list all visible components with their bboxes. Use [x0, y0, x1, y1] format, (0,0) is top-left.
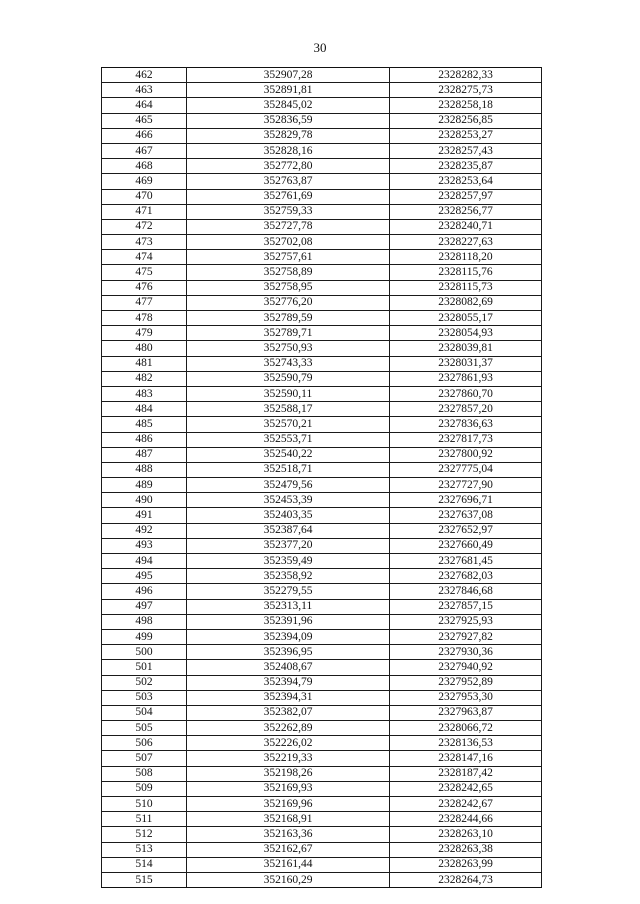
point-number-cell: 477: [102, 295, 187, 310]
y-coordinate-cell: 2327682,03: [390, 569, 542, 584]
y-coordinate-cell: 2328253,64: [390, 174, 542, 189]
table-row: [102, 356, 542, 371]
x-coordinate-cell: 352590,79: [187, 371, 390, 386]
y-coordinate-cell: 2328263,38: [390, 842, 542, 857]
x-coordinate-cell: 352570,21: [187, 417, 390, 432]
table-row: [102, 189, 542, 204]
point-number-cell: 466: [102, 128, 187, 143]
x-coordinate-cell: 352772,80: [187, 159, 390, 174]
y-coordinate-cell: 2328263,10: [390, 827, 542, 842]
point-number-cell: 476: [102, 280, 187, 295]
y-coordinate-cell: 2328242,65: [390, 781, 542, 796]
x-coordinate-cell: 352540,22: [187, 447, 390, 462]
x-coordinate-cell: 352479,56: [187, 478, 390, 493]
table-row: [102, 128, 542, 143]
table-row: [102, 599, 542, 614]
point-number-cell: 471: [102, 204, 187, 219]
point-number-cell: 489: [102, 478, 187, 493]
x-coordinate-cell: 352590,11: [187, 386, 390, 401]
point-number-cell: 464: [102, 98, 187, 113]
coordinates-table: [101, 67, 542, 888]
y-coordinate-cell: 2327860,70: [390, 386, 542, 401]
table-row: [102, 478, 542, 493]
y-coordinate-cell: 2328240,71: [390, 219, 542, 234]
x-coordinate-cell: 352313,11: [187, 599, 390, 614]
table-row: [102, 569, 542, 584]
table-row: [102, 554, 542, 569]
table-row: [102, 584, 542, 599]
x-coordinate-cell: 352279,55: [187, 584, 390, 599]
page-number: 30: [313, 40, 327, 55]
y-coordinate-cell: 2327953,30: [390, 690, 542, 705]
x-coordinate-cell: 352396,95: [187, 645, 390, 660]
point-number-cell: 478: [102, 311, 187, 326]
table-row: [102, 371, 542, 386]
y-coordinate-cell: 2327652,97: [390, 523, 542, 538]
table-row: [102, 736, 542, 751]
x-coordinate-cell: 352553,71: [187, 432, 390, 447]
point-number-cell: 501: [102, 660, 187, 675]
table-row: [102, 705, 542, 720]
point-number-cell: 514: [102, 857, 187, 872]
x-coordinate-cell: 352163,36: [187, 827, 390, 842]
point-number-cell: 465: [102, 113, 187, 128]
x-coordinate-cell: 352789,71: [187, 326, 390, 341]
x-coordinate-cell: 352761,69: [187, 189, 390, 204]
x-coordinate-cell: 352828,16: [187, 143, 390, 158]
table-row: [102, 417, 542, 432]
point-number-cell: 506: [102, 736, 187, 751]
x-coordinate-cell: 352588,17: [187, 402, 390, 417]
table-row: [102, 295, 542, 310]
table-row: [102, 493, 542, 508]
point-number-cell: 498: [102, 614, 187, 629]
point-number-cell: 503: [102, 690, 187, 705]
table-row: [102, 174, 542, 189]
point-number-cell: 468: [102, 159, 187, 174]
x-coordinate-cell: 352160,29: [187, 872, 390, 887]
x-coordinate-cell: 352358,92: [187, 569, 390, 584]
point-number-cell: 500: [102, 645, 187, 660]
point-number-cell: 469: [102, 174, 187, 189]
point-number-cell: 492: [102, 523, 187, 538]
x-coordinate-cell: 352702,08: [187, 235, 390, 250]
x-coordinate-cell: 352518,71: [187, 462, 390, 477]
x-coordinate-cell: 352758,95: [187, 280, 390, 295]
table-row: [102, 827, 542, 842]
point-number-cell: 487: [102, 447, 187, 462]
y-coordinate-cell: 2328054,93: [390, 326, 542, 341]
point-number-cell: 493: [102, 538, 187, 553]
table-row: [102, 857, 542, 872]
point-number-cell: 509: [102, 781, 187, 796]
table-row: [102, 311, 542, 326]
x-coordinate-cell: 352198,26: [187, 766, 390, 781]
x-coordinate-cell: 352408,67: [187, 660, 390, 675]
y-coordinate-cell: 2328264,73: [390, 872, 542, 887]
y-coordinate-cell: 2328082,69: [390, 295, 542, 310]
y-coordinate-cell: 2328115,73: [390, 280, 542, 295]
x-coordinate-cell: 352169,93: [187, 781, 390, 796]
y-coordinate-cell: 2327925,93: [390, 614, 542, 629]
y-coordinate-cell: 2328055,17: [390, 311, 542, 326]
y-coordinate-cell: 2328031,37: [390, 356, 542, 371]
x-coordinate-cell: 352394,09: [187, 629, 390, 644]
table-row: [102, 781, 542, 796]
y-coordinate-cell: 2327963,87: [390, 705, 542, 720]
y-coordinate-cell: 2328235,87: [390, 159, 542, 174]
x-coordinate-cell: 352750,93: [187, 341, 390, 356]
point-number-cell: 507: [102, 751, 187, 766]
point-number-cell: 479: [102, 326, 187, 341]
table-row: [102, 204, 542, 219]
table-row: [102, 462, 542, 477]
x-coordinate-cell: 352759,33: [187, 204, 390, 219]
y-coordinate-cell: 2327800,92: [390, 447, 542, 462]
point-number-cell: 484: [102, 402, 187, 417]
x-coordinate-cell: 352394,79: [187, 675, 390, 690]
x-coordinate-cell: 352162,67: [187, 842, 390, 857]
point-number-cell: 473: [102, 235, 187, 250]
y-coordinate-cell: 2327930,36: [390, 645, 542, 660]
point-number-cell: 481: [102, 356, 187, 371]
x-coordinate-cell: 352169,96: [187, 797, 390, 812]
table-row: [102, 280, 542, 295]
y-coordinate-cell: 2328118,20: [390, 250, 542, 265]
point-number-cell: 513: [102, 842, 187, 857]
y-coordinate-cell: 2328263,99: [390, 857, 542, 872]
point-number-cell: 482: [102, 371, 187, 386]
table-row: [102, 523, 542, 538]
table-row: [102, 812, 542, 827]
y-coordinate-cell: 2328242,67: [390, 797, 542, 812]
x-coordinate-cell: 352757,61: [187, 250, 390, 265]
point-number-cell: 494: [102, 554, 187, 569]
y-coordinate-cell: 2327660,49: [390, 538, 542, 553]
point-number-cell: 491: [102, 508, 187, 523]
y-coordinate-cell: 2327952,89: [390, 675, 542, 690]
point-number-cell: 462: [102, 68, 187, 83]
point-number-cell: 508: [102, 766, 187, 781]
y-coordinate-cell: 2327846,68: [390, 584, 542, 599]
point-number-cell: 475: [102, 265, 187, 280]
point-number-cell: 499: [102, 629, 187, 644]
y-coordinate-cell: 2328227,63: [390, 235, 542, 250]
y-coordinate-cell: 2327861,93: [390, 371, 542, 386]
x-coordinate-cell: 352776,20: [187, 295, 390, 310]
y-coordinate-cell: 2328066,72: [390, 721, 542, 736]
y-coordinate-cell: 2328039,81: [390, 341, 542, 356]
x-coordinate-cell: 352219,33: [187, 751, 390, 766]
table-row: [102, 83, 542, 98]
x-coordinate-cell: 352403,35: [187, 508, 390, 523]
table-row: [102, 660, 542, 675]
point-number-cell: 490: [102, 493, 187, 508]
table-row: [102, 766, 542, 781]
y-coordinate-cell: 2328136,53: [390, 736, 542, 751]
y-coordinate-cell: 2328187,42: [390, 766, 542, 781]
point-number-cell: 515: [102, 872, 187, 887]
table-row: [102, 842, 542, 857]
table-row: [102, 629, 542, 644]
x-coordinate-cell: 352836,59: [187, 113, 390, 128]
table-row: [102, 265, 542, 280]
point-number-cell: 480: [102, 341, 187, 356]
point-number-cell: 467: [102, 143, 187, 158]
x-coordinate-cell: 352359,49: [187, 554, 390, 569]
y-coordinate-cell: 2328253,27: [390, 128, 542, 143]
y-coordinate-cell: 2327727,90: [390, 478, 542, 493]
x-coordinate-cell: 352845,02: [187, 98, 390, 113]
table-row: [102, 751, 542, 766]
x-coordinate-cell: 352161,44: [187, 857, 390, 872]
y-coordinate-cell: 2327927,82: [390, 629, 542, 644]
point-number-cell: 463: [102, 83, 187, 98]
y-coordinate-cell: 2328257,43: [390, 143, 542, 158]
x-coordinate-cell: 352763,87: [187, 174, 390, 189]
x-coordinate-cell: 352789,59: [187, 311, 390, 326]
table-row: [102, 614, 542, 629]
y-coordinate-cell: 2328258,18: [390, 98, 542, 113]
point-number-cell: 505: [102, 721, 187, 736]
point-number-cell: 510: [102, 797, 187, 812]
x-coordinate-cell: 352743,33: [187, 356, 390, 371]
x-coordinate-cell: 352382,07: [187, 705, 390, 720]
table-row: [102, 721, 542, 736]
y-coordinate-cell: 2327857,20: [390, 402, 542, 417]
x-coordinate-cell: 352394,31: [187, 690, 390, 705]
point-number-cell: 470: [102, 189, 187, 204]
y-coordinate-cell: 2327940,92: [390, 660, 542, 675]
y-coordinate-cell: 2327696,71: [390, 493, 542, 508]
table-row: [102, 508, 542, 523]
point-number-cell: 472: [102, 219, 187, 234]
y-coordinate-cell: 2328115,76: [390, 265, 542, 280]
table-row: [102, 645, 542, 660]
point-number-cell: 502: [102, 675, 187, 690]
point-number-cell: 495: [102, 569, 187, 584]
table-row: [102, 113, 542, 128]
x-coordinate-cell: 352377,20: [187, 538, 390, 553]
table-row: [102, 872, 542, 887]
y-coordinate-cell: 2328257,97: [390, 189, 542, 204]
y-coordinate-cell: 2328256,77: [390, 204, 542, 219]
x-coordinate-cell: 352262,89: [187, 721, 390, 736]
y-coordinate-cell: 2328147,16: [390, 751, 542, 766]
x-coordinate-cell: 352387,64: [187, 523, 390, 538]
table-row: [102, 68, 542, 83]
point-number-cell: 488: [102, 462, 187, 477]
y-coordinate-cell: 2328275,73: [390, 83, 542, 98]
point-number-cell: 512: [102, 827, 187, 842]
table-row: [102, 235, 542, 250]
coordinates-table-body: [102, 68, 542, 888]
x-coordinate-cell: 352907,28: [187, 68, 390, 83]
point-number-cell: 485: [102, 417, 187, 432]
x-coordinate-cell: 352391,96: [187, 614, 390, 629]
x-coordinate-cell: 352891,81: [187, 83, 390, 98]
y-coordinate-cell: 2327857,15: [390, 599, 542, 614]
x-coordinate-cell: 352829,78: [187, 128, 390, 143]
y-coordinate-cell: 2327817,73: [390, 432, 542, 447]
point-number-cell: 474: [102, 250, 187, 265]
table-row: [102, 326, 542, 341]
y-coordinate-cell: 2327775,04: [390, 462, 542, 477]
x-coordinate-cell: 352453,39: [187, 493, 390, 508]
point-number-cell: 504: [102, 705, 187, 720]
table-row: [102, 690, 542, 705]
y-coordinate-cell: 2328244,66: [390, 812, 542, 827]
x-coordinate-cell: 352168,91: [187, 812, 390, 827]
table-row: [102, 432, 542, 447]
table-row: [102, 250, 542, 265]
table-row: [102, 402, 542, 417]
table-row: [102, 219, 542, 234]
table-row: [102, 143, 542, 158]
table-row: [102, 675, 542, 690]
y-coordinate-cell: 2328256,85: [390, 113, 542, 128]
y-coordinate-cell: 2327836,63: [390, 417, 542, 432]
y-coordinate-cell: 2327681,45: [390, 554, 542, 569]
point-number-cell: 486: [102, 432, 187, 447]
y-coordinate-cell: 2327637,08: [390, 508, 542, 523]
table-row: [102, 386, 542, 401]
point-number-cell: 496: [102, 584, 187, 599]
point-number-cell: 497: [102, 599, 187, 614]
table-row: [102, 538, 542, 553]
point-number-cell: 483: [102, 386, 187, 401]
x-coordinate-cell: 352727,78: [187, 219, 390, 234]
y-coordinate-cell: 2328282,33: [390, 68, 542, 83]
point-number-cell: 511: [102, 812, 187, 827]
table-row: [102, 341, 542, 356]
table-row: [102, 159, 542, 174]
x-coordinate-cell: 352758,89: [187, 265, 390, 280]
table-row: [102, 98, 542, 113]
x-coordinate-cell: 352226,02: [187, 736, 390, 751]
table-row: [102, 797, 542, 812]
table-row: [102, 447, 542, 462]
